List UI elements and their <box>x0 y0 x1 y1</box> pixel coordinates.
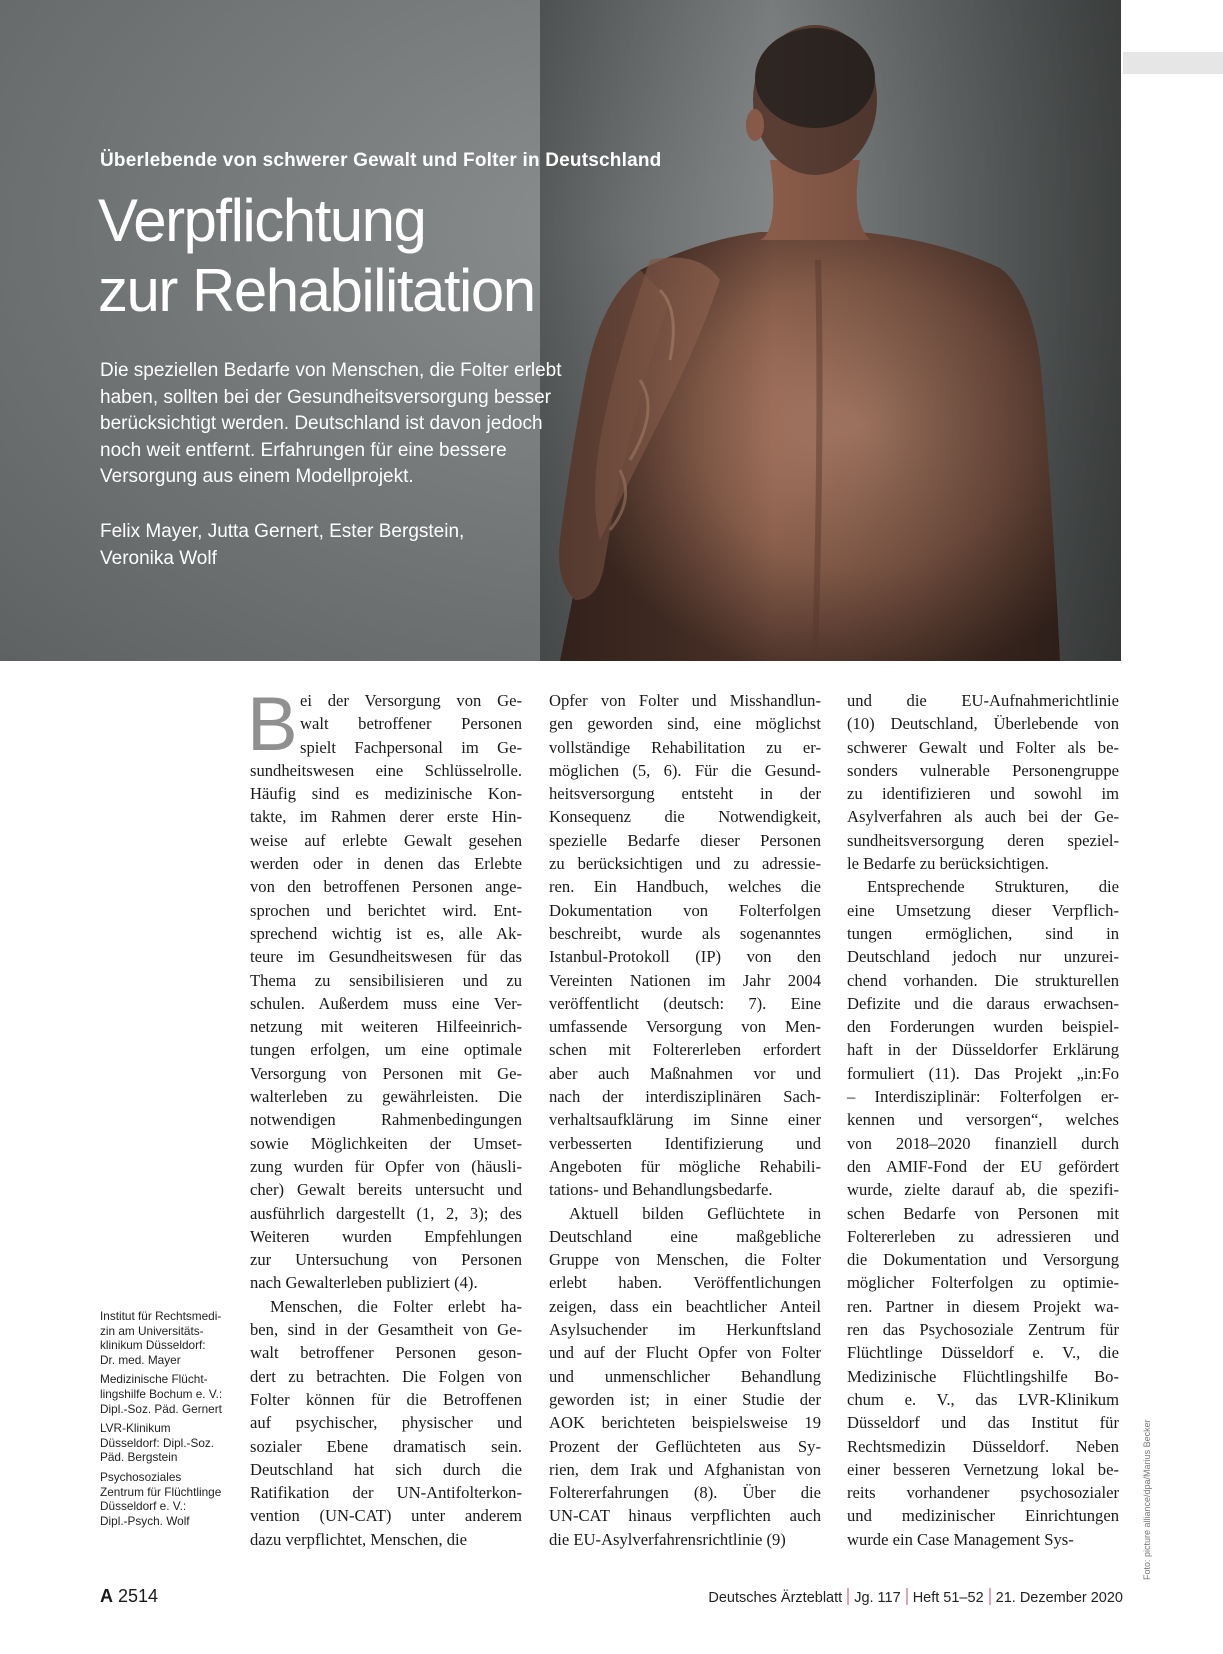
body-text-line: einer besseren Vernetzung lokal be- <box>847 1459 1119 1479</box>
journal-volume: Jg. 117 <box>854 1590 901 1606</box>
body-text-line: sowie Möglichkeiten der Umset- <box>250 1133 522 1153</box>
body-text-line: veröffentlicht (deutsch: 7). Eine <box>549 993 821 1013</box>
affiliation-line: klinikum Düsseldorf: <box>100 1338 206 1353</box>
affiliation-line: Dipl.-Psych. Wolf <box>100 1513 190 1528</box>
affiliation-line: zin am Universitäts- <box>100 1323 204 1338</box>
page-number-value: 2514 <box>118 1586 159 1606</box>
body-text-line: chum e. V., das LVR-Klinikum <box>847 1389 1119 1409</box>
body-text-line: tungen ermöglichen, sind in <box>847 923 1119 943</box>
body-text-line: Folter können für die Betroffenen <box>250 1389 522 1409</box>
body-text-line: möglichen (5, 6). Für die Gesund- <box>549 760 821 780</box>
body-text-line: möglicher Folterfolgen zu optimie- <box>847 1273 1119 1293</box>
author-line: Veronika Wolf <box>100 548 217 569</box>
author-list <box>100 518 464 572</box>
body-text-line: spezielle Bedarfe dieser Personen <box>549 830 821 850</box>
body-text-line: vention (UN-CAT) unter anderem <box>250 1506 522 1526</box>
body-text-line: Häufig sind es medizinische Kon- <box>250 784 522 804</box>
body-column-2 <box>549 689 821 1551</box>
body-text-line: Weiteren wurden Empfehlungen <box>250 1226 522 1246</box>
body-text-line: nach Gewalterleben publiziert (4). <box>250 1273 478 1293</box>
affiliation-line: Institut für Rechtsmedi- <box>100 1309 222 1323</box>
lead-line: berücksichtigt werden. Deutschland ist davon jedoch <box>100 413 543 434</box>
body-text-line: Prozent der Geflüchteten aus Sy- <box>549 1436 821 1456</box>
author-line: Felix Mayer, Jutta Gernert, Ester Bergstein, <box>100 521 465 542</box>
body-text-line: Gruppe von Menschen, die Folter <box>549 1250 821 1270</box>
body-text-line: dazu verpflichtet, Menschen, die <box>250 1529 468 1549</box>
body-text-line: wurde, zielte darauf ab, die spezifi- <box>847 1180 1119 1200</box>
body-text-line: Foltererleben zu adressieren und <box>847 1226 1119 1246</box>
lead-line: Versorgung aus einem Modellprojekt. <box>100 466 414 487</box>
body-text-line: UN-CAT hinaus verpflichten auch <box>549 1506 821 1526</box>
body-text-line: und auf der Flucht Opfer von Folter <box>549 1343 821 1363</box>
separator <box>906 1588 908 1605</box>
body-text-line: von 2018–2020 finanziell durch <box>847 1133 1119 1153</box>
body-text-line: von den betroffenen Personen ange- <box>250 877 522 897</box>
body-text-line: AOK berichteten beispielsweise 19 <box>549 1413 821 1433</box>
affiliation-line: Medizinische Flücht- <box>100 1372 208 1387</box>
body-text-line: Thema zu sensibilisieren und zu <box>250 970 522 990</box>
body-text-line: sundheitswesen eine Schlüsselrolle. <box>250 760 522 780</box>
affiliation-line: Päd. Bergstein <box>100 1450 178 1465</box>
body-text-line: verhaltsaufklärung im Sinne einer <box>549 1110 821 1130</box>
body-text-line: rien, dem Irak und Afghanistan von <box>549 1459 821 1479</box>
body-text-line: sundheitsversorgung deren speziel- <box>847 830 1119 850</box>
body-text-line: walt betroffener Personen <box>300 714 522 734</box>
body-text-line: und unmenschlicher Behandlung <box>549 1366 821 1386</box>
body-text-line: haft in der Düsseldorfer Erklärung <box>847 1040 1119 1060</box>
affiliation-line: Dr. med. Mayer <box>100 1352 181 1367</box>
body-text-line: schulen. Außerdem muss eine Ver- <box>250 993 522 1013</box>
body-text-line: Istanbul-Protokoll (IP) von den <box>549 947 821 967</box>
journal-footer <box>708 1588 1123 1606</box>
body-column-3 <box>847 689 1119 1551</box>
body-text-line: eine Umsetzung dieser Verpflich- <box>847 900 1119 920</box>
affiliation-line: Dipl.-Soz. Päd. Gernert <box>100 1401 222 1416</box>
body-text-line: werden oder in denen das Erlebte <box>250 854 522 874</box>
body-text-line: spielt Fachpersonal im Ge- <box>300 737 522 757</box>
body-text-line: Konsequenz die Notwendigkeit, <box>549 807 821 827</box>
body-text-line: Rechtsmedizin Düsseldorf. Neben <box>847 1436 1119 1456</box>
separator <box>989 1588 991 1605</box>
body-text-line: Flüchtlinge Düsseldorf e. V., die <box>847 1343 1119 1363</box>
body-text-line: sozialer Ebene dramatisch sein. <box>250 1436 522 1456</box>
body-text-line: Dokumentation von Folterfolgen <box>549 900 821 920</box>
body-text-line: ren das Psychosoziale Zentrum für <box>847 1320 1119 1340</box>
affiliation-line: Düsseldorf: Dipl.-Soz. <box>100 1435 215 1450</box>
body-text-line: und medizinischer Einrichtungen <box>847 1506 1119 1526</box>
affiliation <box>100 1309 240 1367</box>
affiliation-line: Psychosoziales <box>100 1469 182 1484</box>
body-text-line: die EU-Asylverfahrensrichtlinie (9) <box>549 1529 786 1549</box>
body-text-line: Ratifikation der UN-Antifolterkon- <box>250 1483 522 1503</box>
lead-line: Die speziellen Bedarfe von Menschen, die Folter erlebt <box>100 360 562 381</box>
body-text-line: Asylverfahren als auch bei der Ge- <box>847 807 1119 827</box>
body-text-line: ausführlich dargestellt (1, 2, 3); des <box>250 1203 522 1223</box>
headline <box>98 186 535 326</box>
body-text-line: weise auf erlebte Gewalt gesehen <box>250 830 522 850</box>
body-text-line: (10) Deutschland, Überlebende von <box>847 714 1119 734</box>
body-text-line: vollständige Rehabilitation zu er- <box>549 737 821 757</box>
body-text-line: ei der Versorgung von Ge- <box>300 691 522 710</box>
body-text-line: notwendigen Rahmenbedingungen <box>250 1110 522 1130</box>
body-text-line: beschreibt, wurde als sogenanntes <box>549 923 821 943</box>
body-text-line: Angeboten für mögliche Rehabili- <box>549 1156 821 1176</box>
body-text-line: und die EU-Aufnahmerichtlinie <box>847 691 1119 710</box>
affiliation-line: lingshilfe Bochum e. V.: <box>100 1386 223 1401</box>
body-text-line: tungen erfolgen, um eine optimale <box>250 1040 522 1060</box>
body-text-line: Opfer von Folter und Misshandlun- <box>549 691 821 710</box>
body-text-line: schwerer Gewalt und Folter als be- <box>847 737 1119 757</box>
author-affiliations <box>100 1309 240 1533</box>
body-text-line: nach der interdisziplinären Sach- <box>549 1087 821 1107</box>
body-text-line: Medizinische Flüchtlingshilfe Bo- <box>847 1366 1119 1386</box>
body-text-line: sonders vulnerable Personengruppe <box>847 760 1119 780</box>
body-text-line: den AMIF-Fond der EU gefördert <box>847 1156 1119 1176</box>
body-text-line: Deutschland eine maßgebliche <box>549 1226 821 1246</box>
body-text-line: sprechend wichtig ist es, alle Ak- <box>250 923 522 943</box>
body-text-line: chend vorhanden. Die strukturellen <box>847 970 1119 990</box>
body-text-line: ren. Ein Handbuch, welches die <box>549 877 821 897</box>
affiliation <box>100 1421 240 1465</box>
body-text-line: dert zu betrachten. Die Folgen von <box>250 1366 522 1386</box>
body-text-line: Deutschland hat sich durch die <box>250 1459 522 1479</box>
body-text-line: aber auch Maßnahmen vor und <box>549 1063 821 1083</box>
body-text-line: formuliert (11). Das Projekt „in:Fo <box>847 1063 1119 1083</box>
lead-paragraph <box>100 358 600 491</box>
page-number <box>100 1586 158 1607</box>
body-text-line: Foltererfahrungen (8). Über die <box>549 1483 821 1503</box>
journal-issue: Heft 51–52 <box>912 1590 984 1606</box>
affiliation-line: LVR-Klinikum <box>100 1421 171 1436</box>
affiliation-line: Düsseldorf e. V.: <box>100 1499 187 1514</box>
body-text-line: le Bedarfe zu berücksichtigen. <box>847 854 1049 874</box>
body-text-line: Düsseldorf und das Institut für <box>847 1413 1119 1433</box>
affiliation <box>100 1372 240 1416</box>
body-text-line: zeigen, dass ein beachtlicher Anteil <box>549 1296 821 1316</box>
body-text-line: verbesserten Identifizierung und <box>549 1133 821 1153</box>
body-text-line: walterleben zu gewährleisten. Die <box>250 1087 522 1107</box>
body-text-line: Aktuell bilden Geflüchtete in <box>569 1203 821 1223</box>
separator <box>847 1588 849 1605</box>
body-text-line: den Forderungen wurden beispiel- <box>847 1017 1119 1037</box>
body-text-line: Entsprechende Strukturen, die <box>867 877 1119 897</box>
body-text-line: reits vorhandener psychosozialer <box>847 1483 1119 1503</box>
body-text-line: cher) Gewalt bereits untersucht und <box>250 1180 522 1200</box>
body-text-line: ben, sind in der Gesamtheit von Ge- <box>250 1320 522 1340</box>
body-text-line: die Dokumentation und Versorgung <box>847 1250 1119 1270</box>
body-text-line: wurde ein Case Management Sys- <box>847 1529 1074 1549</box>
body-text-line: gen geworden sind, eine möglichst <box>549 714 821 734</box>
body-text-line: geworden ist; in einer Studie der <box>549 1389 821 1409</box>
body-text-line: auf psychischer, physischer und <box>250 1413 522 1433</box>
body-text-line: ren. Partner in diesem Projekt wa- <box>847 1296 1119 1316</box>
body-text-line: Asylsuchender im Herkunftsland <box>549 1320 821 1340</box>
body-text-line: takte, im Rahmen derer erste Hin- <box>250 807 522 827</box>
affiliation <box>100 1470 240 1528</box>
body-text-line: walt betroffener Personen geson- <box>250 1343 522 1363</box>
lead-line: noch weit entfernt. Erfahrungen für eine bessere <box>100 439 507 461</box>
headline-line: Verpflichtung <box>98 187 426 254</box>
body-text-line: kennen und versorgen“, welches <box>847 1110 1119 1130</box>
body-text-line: Menschen, die Folter erlebt ha- <box>270 1296 522 1316</box>
body-text-line: zung wurden für Opfer von (häusli- <box>250 1156 522 1176</box>
body-text-line: schen Bedarfe von Personen mit <box>847 1203 1119 1223</box>
body-text-line: Defizite und die daraus erwachsen- <box>847 993 1119 1013</box>
affiliation-line: Zentrum für Flüchtlinge <box>100 1484 222 1499</box>
body-text-line: teure im Gesundheitswesen für das <box>250 947 522 967</box>
body-text-line: sprochen und berichtet wird. Ent- <box>250 900 522 920</box>
body-text-line: heitsversorgung entsteht in der <box>549 784 821 804</box>
body-text-line: – Interdisziplinär: Folterfolgen er- <box>847 1087 1119 1107</box>
body-text-line: zur Untersuchung von Personen <box>250 1250 522 1270</box>
lead-line: haben, sollten bei der Gesundheitsversorgung besser <box>100 386 552 408</box>
kicker: Überlebende von schwerer Gewalt und Folter in Deutschland <box>100 150 662 171</box>
body-text-line: zu berücksichtigen und zu adressie- <box>549 854 821 874</box>
body-column-1 <box>250 689 522 1551</box>
body-text-line: Vereinten Nationen im Jahr 2004 <box>549 970 821 990</box>
body-text-line: erlebt haben. Veröffentlichungen <box>549 1273 821 1293</box>
body-text-line: Deutschland jedoch nur unzurei- <box>847 947 1119 967</box>
photo-credit: Foto: picture alliance/dpa/Marius Becker <box>1142 1419 1152 1580</box>
journal-name: Deutsches Ärzteblatt <box>708 1590 843 1606</box>
body-text-line: Versorgung von Personen mit Ge- <box>250 1063 522 1083</box>
headline-line: zur Rehabilitation <box>98 257 535 324</box>
body-text-line: zu identifizieren und sowohl im <box>847 784 1119 804</box>
side-tab-marker <box>1123 52 1223 74</box>
page-prefix: A <box>100 1586 113 1606</box>
body-text-line: tations- und Behandlungsbedarfe. <box>549 1180 773 1200</box>
body-text-line: umfassende Versorgung von Men- <box>549 1017 821 1037</box>
body-text-line: schen mit Foltererleben erfordert <box>549 1040 821 1060</box>
journal-date: 21. Dezember 2020 <box>995 1590 1123 1606</box>
body-text-line: netzung mit weiteren Hilfeeinrich- <box>250 1017 522 1037</box>
drop-cap: B <box>247 682 298 767</box>
